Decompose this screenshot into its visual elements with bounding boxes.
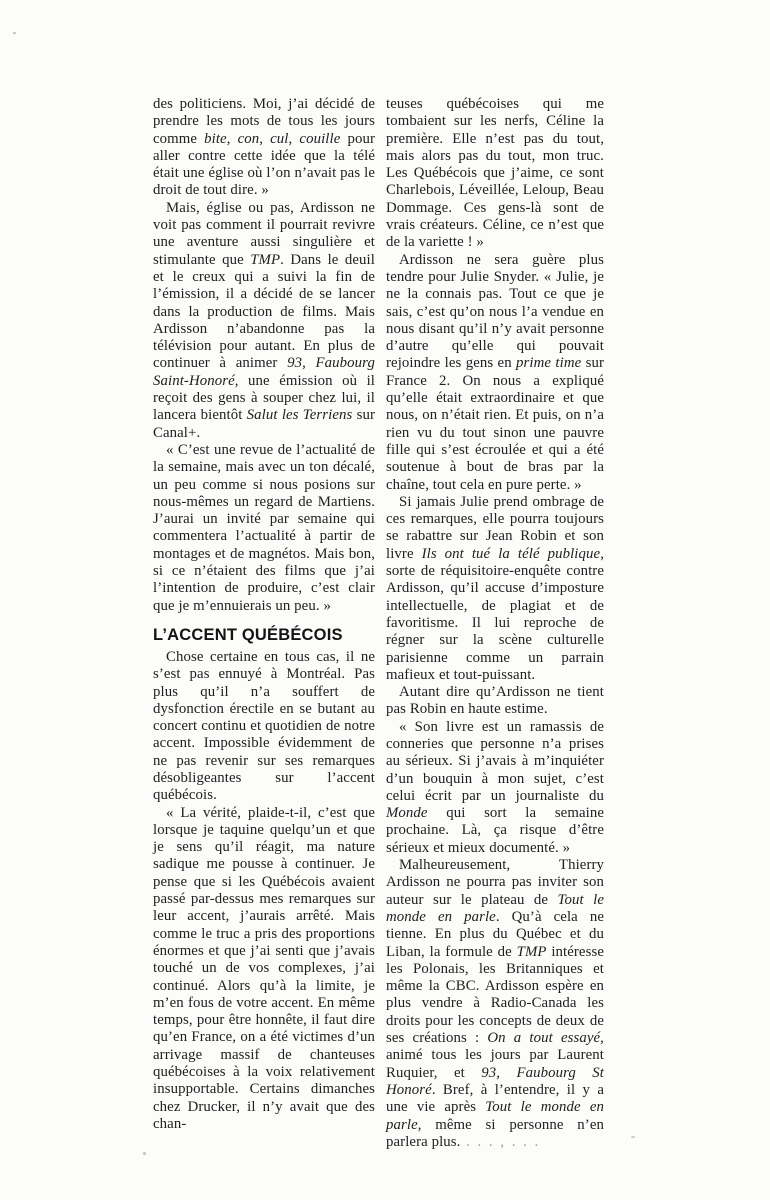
article-paragraph <box>386 494 604 684</box>
article-paragraph <box>153 649 375 805</box>
italic-text: Ils ont tué la télé publique <box>421 545 601 562</box>
body-text: , une émission où il reçoit des gens à souper chez lui, il lancera bientôt <box>153 372 375 424</box>
italic-text: Salut les Terriens <box>246 407 353 424</box>
body-text: « C’est une revue de l’actualité de la semaine, mais avec un ton décalé, un peu comme si nous posions sur nous-mêmes un regard de Martiens. J’aurai un invité par semaine qui commentera l’actualité à partir de montages et de magnétos. Mais bon, si ce n’étaient des films que j’ai l’intention de produire, c’est clair que je m’ennuierais un peu. » <box>153 441 375 614</box>
italic-text: couille <box>299 130 341 147</box>
body-text: Si jamais Julie prend ombrage de ces remarques, elle pourra toujours se rabattre sur Jean Robin et son livre <box>386 493 604 562</box>
body-text: teuses québécoises qui me tombaient sur les nerfs, Céline la première. Elle n’est pas du tout, mais alors pas du tout, mon truc. Les Québécois que j’aime, ce sont Charlebois, Léveillée, Leloup, Beau Dommage. Ces gens-là sont de vrais créateurs. Céline, ce n’est que de la variette ! » <box>386 96 604 251</box>
section-heading: L’ACCENT QUÉBÉCOIS <box>153 625 343 644</box>
body-text: Malheureusement, Thierry Ardisson ne pourra pas inviter son auteur sur le plateau de <box>386 857 604 908</box>
article-paragraph <box>153 805 375 1134</box>
article-paragraph <box>386 719 604 857</box>
body-text: . Qu’à cela ne tienne. En plus du Québec et du Liban, la formule de <box>386 908 604 960</box>
body-text: , <box>288 130 300 147</box>
italic-text: Monde <box>386 805 428 822</box>
scan-speck <box>13 32 16 34</box>
body-text: Ardisson ne sera guère plus tendre pour Julie Snyder. « Julie, je ne la connais pas. Tout ce que je sais, c’est qu’on nous l’a vendue en nous disant qu’il n’y avait personne d’autre qu’elle qui pouvait rejoindre les gens en <box>386 251 604 372</box>
italic-text: con <box>237 130 260 147</box>
scan-dots-artifact: . . . , . . . <box>460 1133 541 1150</box>
article-paragraph <box>386 684 604 719</box>
italic-text: 93, Faubourg St Honoré <box>386 1064 604 1098</box>
body-text: intéresse les Polonais, les Britanniques et même la CBC. Ardisson espère en plus vendre à Radio-Canada les droits pour les concepts de deux de ses créations : <box>386 943 604 1047</box>
article-paragraph <box>153 442 375 615</box>
body-text: , même si personne n’en parlera plus. <box>386 1116 604 1150</box>
italic-text: prime time <box>516 355 582 372</box>
scan-speck <box>631 1136 635 1138</box>
body-text: sur Canal+. <box>153 407 376 441</box>
body-text: pour aller contre cette idée que la télé était une église où l’on n’avait pas le droit de tout dire. » <box>153 130 375 199</box>
italic-text: Tout le monde en parle <box>386 1099 604 1133</box>
article-paragraph <box>386 96 604 252</box>
italic-text: TMP <box>250 251 281 268</box>
body-text: , <box>259 130 271 147</box>
article-paragraph <box>153 200 375 442</box>
body-text: . Dans le deuil et le creux qui a suivi la fin de l’émission, il a décidé de se lancer dans la production de films. Mais Ardisson n’abandonne pas la télévision pour autant. En plus de continuer à animer <box>153 251 375 372</box>
body-text: , sorte de réquisitoire-enquête contre Ardisson, qu’il accuse d’imposture intellectuelle, de plagiat et de favoritisme. Il lui reproche de régner sur la scène culturelle parisienne comme un parrain mafieux et tout-puissant. <box>386 545 604 683</box>
body-text: des politiciens. Moi, j’ai décidé de prendre les mots de tous les jours comme <box>153 96 375 147</box>
body-text: sur France 2. On nous a expliqué qu’elle était extraordinaire et que nous, on n’était rien. Et puis, on n’a rien vu du tout sinon une pauvre fille qui s’est écroulée et qui a été soutenue à bout de bras par la chaîne, tout cela en pure perte. » <box>386 355 604 493</box>
italic-text: cul <box>270 130 289 147</box>
article-column-right <box>386 96 604 1151</box>
body-text: . Bref, à l’entendre, il y a une vie après <box>386 1081 604 1116</box>
body-text: « Son livre est un ramassis de conneries que personne n’a prises au sérieux. Si j’avais à m’inquiéter d’un bouquin à mon sujet, c’est celui écrit par un journaliste du <box>386 718 604 804</box>
italic-text: Tout le monde en parle <box>386 891 605 925</box>
italic-text: 93, Faubourg Saint-Honoré <box>153 355 375 389</box>
body-text: , <box>226 130 238 147</box>
scan-speck <box>143 1152 146 1155</box>
body-text: qui sort la semaine prochaine. Là, ça risque d’être sérieux et mieux documenté. » <box>386 805 604 856</box>
body-text: « La vérité, plaide-t-il, c’est que lorsque je taquine quelqu’un et que je sens qu’il réagit, ma nature sadique me pousse à continuer. Je pense que si les Québécois avaient passé par-dessus mes remarques sur leur accent, j’aurais arrêté. Mais comme le truc a pris des proportions énormes et que j’ai senti que j’avais touché un de vos complexes, j’ai continué. Alors qu’à la limite, je m’en fous de votre accent. En même temps, pour être honnête, il faut dire qu’en France, on a été victimes d’un arrivage massif de chanteuses québécoises à la voix relativement insupportable. Certains dimanches chez Drucker, il n’y avait que des chan- <box>153 804 375 1132</box>
article-paragraph <box>386 857 604 1151</box>
italic-text: TMP <box>516 943 547 960</box>
body-text: , animé tous les jours par Laurent Ruquier, et <box>386 1030 604 1081</box>
article-paragraph <box>386 252 604 494</box>
article-column-left <box>153 96 375 1133</box>
body-text: Autant dire qu’Ardisson ne tient pas Robin en haute estime. <box>386 684 604 718</box>
italic-text: On a tout essayé <box>487 1030 601 1047</box>
italic-text: bite <box>204 130 227 147</box>
body-text: Mais, église ou pas, Ardisson ne voit pas comment il pourrait revivre une aventure aussi singulière et stimulante que <box>153 199 375 268</box>
article-paragraph <box>153 96 375 200</box>
body-text: Chose certaine en tous cas, il ne s’est pas ennuyé à Montréal. Pas plus qu’il n’a souffert de dysfonction érectile en se butant au concert continu et quotidien de notre accent. Impossible évidemment de ne pas revenir sur ses remarques désobligeantes sur l’accent québécois. <box>153 648 375 804</box>
